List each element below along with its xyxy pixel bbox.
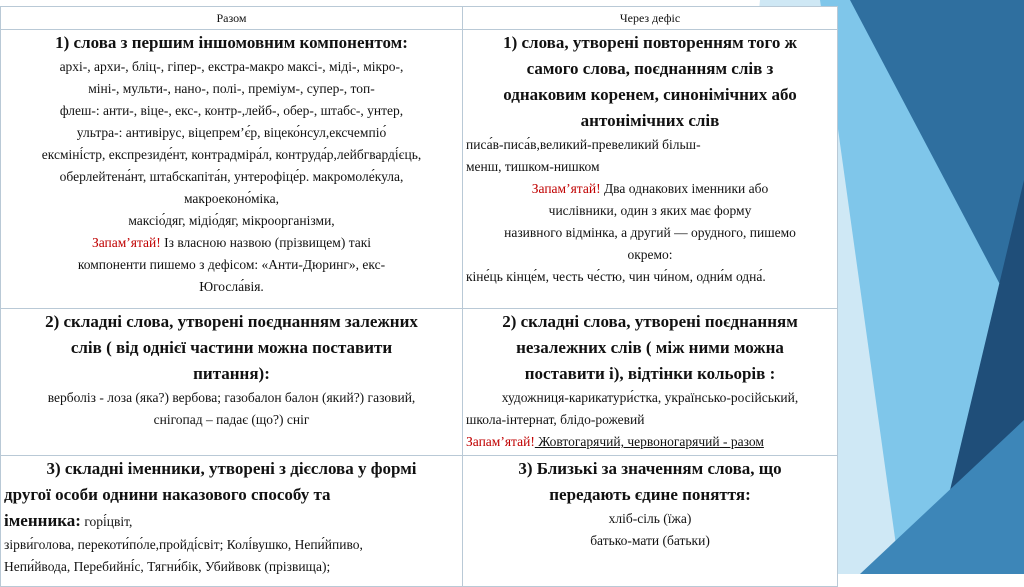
row3-left-heading: іменника:	[4, 511, 81, 530]
note-suffix: - разом	[719, 434, 764, 449]
row1-right-note-cont: окремо:	[627, 247, 673, 262]
note-text: Жовтогарячий, червоногарячий	[534, 434, 720, 449]
header-together: Разом	[1, 7, 463, 30]
row1-right-note-cont: називного відмінка, а другий — орудного, пишемо	[504, 225, 796, 240]
row3-right-cell	[463, 456, 838, 587]
row1-right-examples: писа́в-писа́в,великий-превеликий більш-	[466, 137, 701, 152]
row2-right-heading: 2) складні слова, утворені поєднанням	[502, 312, 798, 331]
row3-right-heading: 3) Близькі за значенням слова, що	[518, 459, 782, 478]
remember-label: Запам’ятай!	[466, 434, 535, 449]
row2-right-heading: поставити і), відтінки кольорів :	[524, 364, 776, 383]
row1-right-examples: менш, тишком-нишком	[466, 159, 600, 174]
row1-left-heading: 1) слова з першим іншомовним компонентом:	[55, 33, 408, 52]
row1-right-heading: антонімічних слів	[580, 111, 720, 130]
row2-left-cell	[1, 309, 463, 456]
row1-right-cell	[463, 30, 838, 309]
row1-right-heading: однаковим коренем, синонімічних або	[503, 85, 797, 104]
row2-left-heading: слів ( від однієї частини можна поставити	[70, 338, 393, 357]
comparison-table	[0, 6, 838, 587]
row1-right-note-cont: числівники, один з яких має форму	[548, 203, 752, 218]
note-text: Два однакових іменники або	[600, 181, 769, 196]
row2-right-cell	[463, 309, 838, 456]
row3-left-examples: зірви́голова, перекоти́по́ле,пройді́світ; Колі́вушко, Непи́йпиво,	[4, 537, 363, 552]
row3-left-heading: 3) складні іменники, утворені з дієслова у формі	[46, 459, 417, 478]
row1-left-line: міні-, мульти-, нано-, полі-, преміум-, супер-, топ-	[88, 81, 375, 96]
row1-left-line: оберлейтена́нт, штабскапіта́н, унтерофіце́р. макромоле́кула,	[59, 169, 404, 184]
row1-left-note-cont: компоненти пишемо з дефісом: «Анти-Дюринг», екс-	[77, 257, 386, 272]
remember-label: Запам’ятай!	[91, 235, 161, 250]
row3-right-examples: батько-мати (батьки)	[590, 533, 710, 548]
note-text: Із власною назвою (прізвищем) такі	[160, 235, 372, 250]
row2-right-examples: школа-інтернат, блідо-рожевий	[466, 412, 645, 427]
row1-right-note	[466, 178, 834, 200]
row3-right-examples: хліб-сіль (їжа)	[608, 511, 692, 526]
row2-right-note	[466, 431, 834, 453]
row1-left-line: архі-, архи-, бліц-, гіпер-, екстра-макро максі-, міді-, мікро-,	[59, 59, 404, 74]
row1-left-line: ультра-: антивірус, віцепрем’є́р, віцеко́нсул,ексчемпіо́	[76, 125, 387, 140]
row2-right-heading: незалежних слів ( між ними можна	[516, 338, 784, 357]
row3-left-heading-line	[4, 508, 459, 534]
row1-left-note-cont: Югосла́вія.	[199, 279, 264, 294]
row1-right-heading: самого слова, поєднанням слів з	[526, 59, 774, 78]
row1-left-line: макроеконо́міка,	[183, 191, 279, 206]
row3-left-examples: Непи́йвода, Перебийні́с, Тягни́бік, Убийвовк (прізвища);	[4, 559, 331, 574]
row2-left-heading: 2) складні слова, утворені поєднанням залежних	[45, 312, 418, 331]
header-hyphen: Через дефіс	[463, 7, 838, 30]
row1-left-note	[4, 232, 459, 254]
row3-left-heading: другої особи однини наказового способу та	[4, 485, 331, 504]
row1-right-note-examples: кіне́ць кінце́м, честь че́стю, чин чи́ном, одни́м одна́.	[466, 269, 766, 284]
row1-left-line: флеш-: анти-, віце-, екс-, контр-,лейб-, обер-, штабс-, унтер,	[59, 103, 404, 118]
row3-left-cell	[1, 456, 463, 587]
row2-left-examples: снігопад – падає (що?) сніг	[153, 412, 310, 427]
row2-right-examples: художниця-карикатури́стка, українсько-російський,	[501, 390, 799, 405]
row1-right-heading: 1) слова, утворені повторенням того ж	[503, 33, 797, 52]
row3-left-examples: горі́цвіт,	[80, 514, 133, 529]
row1-left-cell	[1, 30, 463, 309]
row3-right-heading: передають єдине поняття:	[549, 485, 751, 504]
row2-left-examples: верболіз - лоза (яка?) вербова; газобалон балон (який?) газовий,	[47, 390, 416, 405]
row1-left-line: ексміні́стр, експрезиде́нт, контрадміра́л, контруда́р,лейбгварді́єць,	[41, 147, 422, 162]
row1-left-line: максіо́дяг, мідіо́дяг, мікроорганізми,	[128, 213, 335, 228]
remember-label: Запам’ятай!	[531, 181, 601, 196]
row2-left-heading: питання):	[193, 364, 270, 383]
